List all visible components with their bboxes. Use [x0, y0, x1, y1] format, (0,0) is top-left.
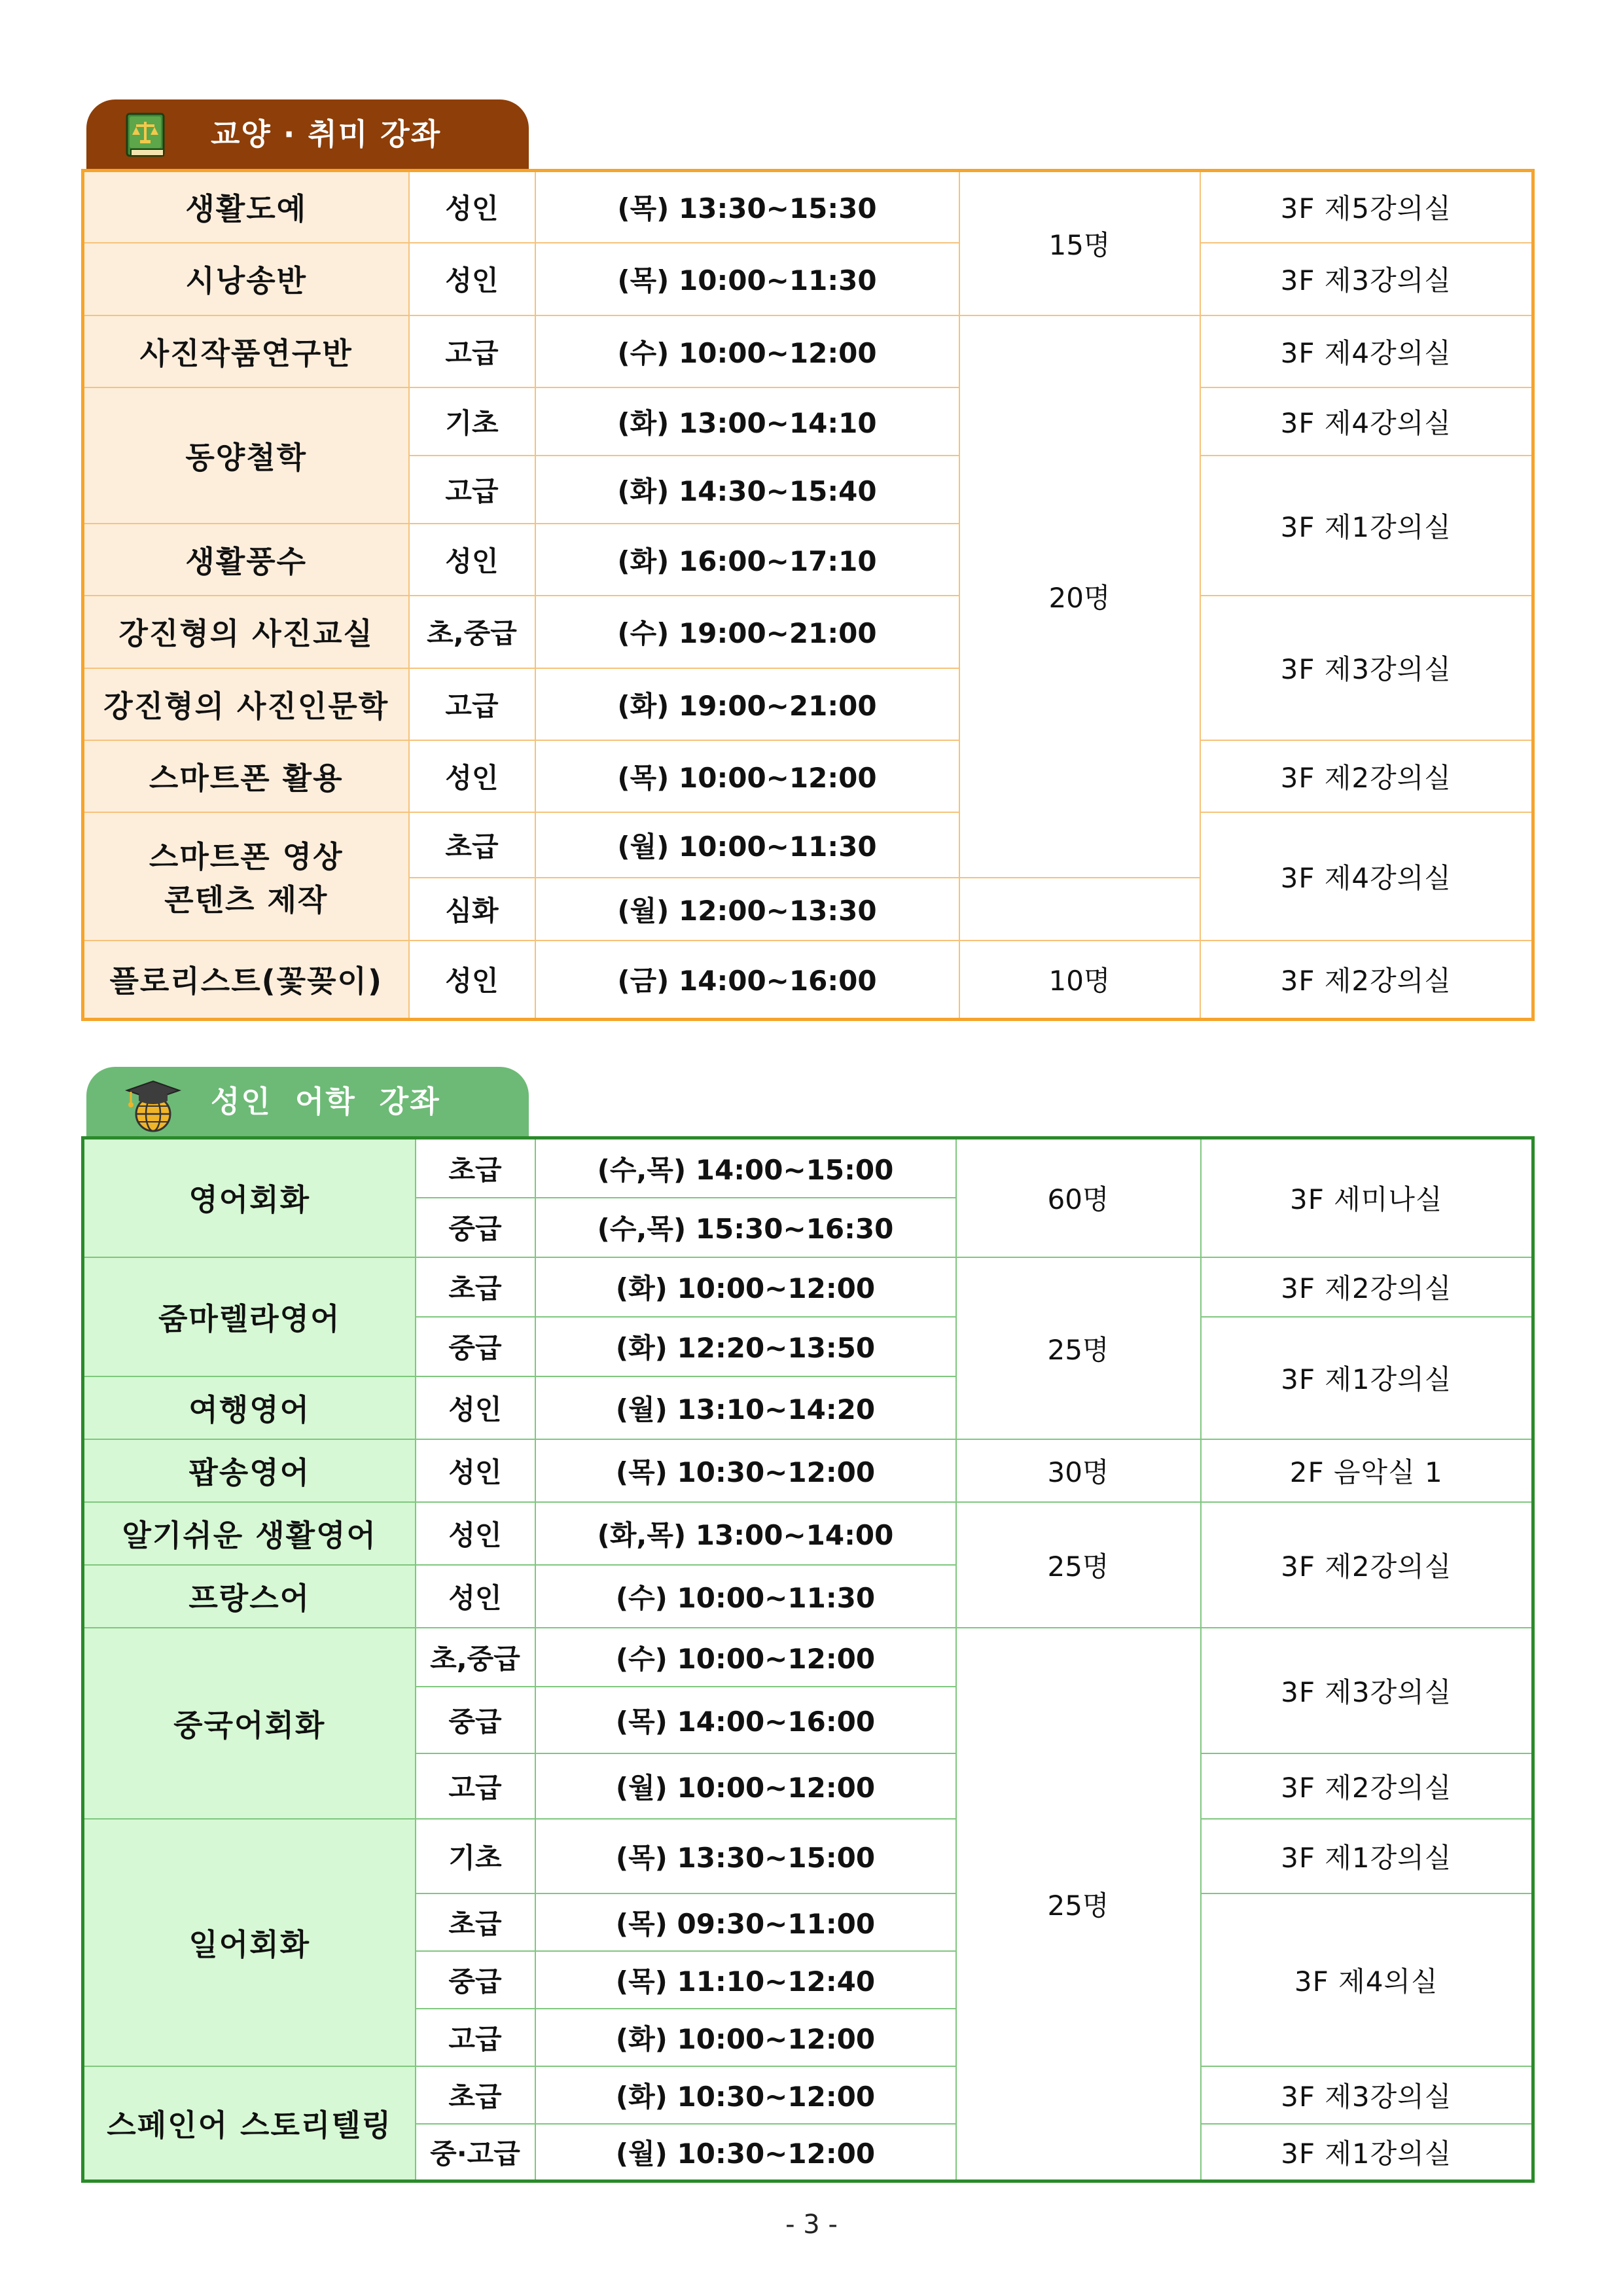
- table-row: [83, 812, 1533, 878]
- course-room: 3F 제1강의실: [1201, 2124, 1533, 2181]
- table-row: [83, 171, 1533, 243]
- course-capacity: 30명: [956, 1439, 1201, 1502]
- course-level: 중급: [416, 1317, 535, 1376]
- course-time: (화) 16:00~17:10: [535, 524, 959, 596]
- law-book-icon: [122, 110, 171, 160]
- course-time: (화,목) 13:00~14:00: [535, 1502, 956, 1565]
- course-level: 성인: [409, 243, 535, 315]
- course-level: 중급: [416, 1687, 535, 1753]
- graduation-globe-icon: [122, 1077, 171, 1127]
- course-level: 기초: [416, 1819, 535, 1893]
- course-level: 초,중급: [416, 1628, 535, 1687]
- course-time: (화) 10:00~12:00: [535, 2009, 956, 2066]
- course-room: 3F 세미나실: [1201, 1138, 1533, 1257]
- course-name: 스마트폰 영상 콘텐츠 제작: [83, 812, 409, 941]
- course-room: 3F 제3강의실: [1200, 596, 1533, 740]
- table-row: [83, 596, 1533, 668]
- course-time: (수,목) 15:30~16:30: [535, 1198, 956, 1257]
- course-name: 강진형의 사진인문학: [83, 668, 409, 740]
- course-name: 강진형의 사진교실: [83, 596, 409, 668]
- course-name: 사진작품연구반: [83, 315, 409, 387]
- table-row: [83, 941, 1533, 1020]
- course-level: 중·고급: [416, 2124, 535, 2181]
- course-name: 중국어회화: [83, 1628, 416, 1819]
- course-name: 팝송영어: [83, 1439, 416, 1502]
- course-time: (월) 10:00~11:30: [535, 812, 959, 878]
- course-time: (화) 14:30~15:40: [535, 456, 959, 524]
- course-room: 3F 제5강의실: [1200, 171, 1533, 243]
- course-capacity: 20명: [959, 315, 1200, 878]
- course-level: 초급: [416, 1257, 535, 1317]
- course-time: (화) 10:30~12:00: [535, 2066, 956, 2124]
- course-time: (화) 13:00~14:10: [535, 387, 959, 456]
- course-capacity: 15명: [959, 171, 1200, 315]
- course-time: (수) 10:00~12:00: [535, 315, 959, 387]
- course-room: 2F 음악실 1: [1201, 1439, 1533, 1502]
- course-room: 3F 제4의실: [1201, 1893, 1533, 2066]
- course-level: 중급: [416, 1951, 535, 2009]
- table-row: [83, 1138, 1533, 1198]
- course-time: (월) 10:00~12:00: [535, 1753, 956, 1819]
- course-time: (목) 10:30~12:00: [535, 1439, 956, 1502]
- table-row: [83, 243, 1533, 315]
- course-time: (목) 13:30~15:30: [535, 171, 959, 243]
- table-row: [83, 387, 1533, 456]
- table-row: [83, 1502, 1533, 1565]
- course-level: 고급: [409, 668, 535, 740]
- course-room: 3F 제2강의실: [1200, 941, 1533, 1020]
- course-time: (목) 10:00~11:30: [535, 243, 959, 315]
- table-row: [83, 315, 1533, 387]
- course-room: 3F 제4강의실: [1200, 315, 1533, 387]
- course-level: 성인: [416, 1376, 535, 1439]
- course-room: 3F 제3강의실: [1201, 2066, 1533, 2124]
- course-name: 줌마렐라영어: [83, 1257, 416, 1376]
- course-level: 초,중급: [409, 596, 535, 668]
- course-name: 생활풍수: [83, 524, 409, 596]
- course-time: (수) 19:00~21:00: [535, 596, 959, 668]
- course-room: 3F 제2강의실: [1201, 1502, 1533, 1628]
- section-title: 성인 어학 강좌: [211, 1084, 440, 1119]
- course-time: (금) 14:00~16:00: [535, 941, 959, 1020]
- course-name: 영어회화: [83, 1138, 416, 1257]
- course-room: 3F 제3강의실: [1201, 1628, 1533, 1753]
- course-time: (월) 10:30~12:00: [535, 2124, 956, 2181]
- course-name: 여행영어: [83, 1376, 416, 1439]
- course-time: (수,목) 14:00~15:00: [535, 1138, 956, 1198]
- course-room: 3F 제2강의실: [1201, 1753, 1533, 1819]
- course-capacity: 25명: [956, 1628, 1201, 2181]
- course-room: 3F 제1강의실: [1201, 1819, 1533, 1893]
- table-row: [83, 2066, 1533, 2124]
- course-level: 고급: [416, 2009, 535, 2066]
- course-room: 3F 제3강의실: [1200, 243, 1533, 315]
- course-room: 3F 제1강의실: [1200, 456, 1533, 596]
- course-room: 3F 제2강의실: [1201, 1257, 1533, 1317]
- course-name: 동양철학: [83, 387, 409, 524]
- course-level: 성인: [409, 740, 535, 812]
- table-row: [83, 740, 1533, 812]
- course-time: (수) 10:00~11:30: [535, 1565, 956, 1628]
- course-capacity: 25명: [956, 1502, 1201, 1628]
- course-level: 고급: [416, 1753, 535, 1819]
- course-name: 플로리스트(꽃꽂이): [83, 941, 409, 1020]
- course-time: (월) 13:10~14:20: [535, 1376, 956, 1439]
- table-row: [83, 1439, 1533, 1502]
- course-level: 중급: [416, 1198, 535, 1257]
- course-level: 성인: [409, 941, 535, 1020]
- course-level: 고급: [409, 315, 535, 387]
- course-time: (화) 10:00~12:00: [535, 1257, 956, 1317]
- course-level: 성인: [409, 171, 535, 243]
- course-room: 3F 제4강의실: [1200, 812, 1533, 941]
- course-level: 초급: [416, 1138, 535, 1198]
- course-name: 스마트폰 활용: [83, 740, 409, 812]
- course-time: (목) 13:30~15:00: [535, 1819, 956, 1893]
- course-level: 초급: [416, 1893, 535, 1951]
- language-course-table: [81, 1136, 1535, 2183]
- course-name: 프랑스어: [83, 1565, 416, 1628]
- course-time: (월) 12:00~13:30: [535, 878, 959, 941]
- course-time: (수) 10:00~12:00: [535, 1628, 956, 1687]
- course-level: 성인: [409, 524, 535, 596]
- section-tab-culture-hobby: [86, 99, 529, 169]
- course-time: (화) 12:20~13:50: [535, 1317, 956, 1376]
- table-row: [83, 1257, 1533, 1317]
- course-level: 심화: [409, 878, 535, 941]
- table-row: [83, 1819, 1533, 1893]
- course-time: (목) 10:00~12:00: [535, 740, 959, 812]
- course-time: (목) 11:10~12:40: [535, 1951, 956, 2009]
- course-name: 시낭송반: [83, 243, 409, 315]
- course-level: 초급: [416, 2066, 535, 2124]
- course-capacity: 10명: [959, 941, 1200, 1020]
- section-tab-adult-language: [86, 1067, 529, 1136]
- course-level: 성인: [416, 1439, 535, 1502]
- page-number: - 3 -: [785, 2210, 838, 2240]
- course-name: 스페인어 스토리텔링: [83, 2066, 416, 2181]
- course-name: 알기쉬운 생활영어: [83, 1502, 416, 1565]
- culture-course-table: [81, 169, 1535, 1021]
- course-level: 성인: [416, 1502, 535, 1565]
- course-level: 초급: [409, 812, 535, 878]
- course-capacity: 25명: [956, 1257, 1201, 1439]
- course-name: 생활도예: [83, 171, 409, 243]
- course-room: 3F 제4강의실: [1200, 387, 1533, 456]
- course-time: (목) 09:30~11:00: [535, 1893, 956, 1951]
- course-time: (목) 14:00~16:00: [535, 1687, 956, 1753]
- section-title: 교양 · 취미 강좌: [211, 117, 442, 152]
- course-room: 3F 제2강의실: [1200, 740, 1533, 812]
- course-level: 고급: [409, 456, 535, 524]
- course-time: (화) 19:00~21:00: [535, 668, 959, 740]
- course-room: 3F 제1강의실: [1201, 1317, 1533, 1439]
- course-capacity: 60명: [956, 1138, 1201, 1257]
- course-name: 일어회화: [83, 1819, 416, 2066]
- course-level: 성인: [416, 1565, 535, 1628]
- course-level: 기초: [409, 387, 535, 456]
- table-row: [83, 1628, 1533, 1687]
